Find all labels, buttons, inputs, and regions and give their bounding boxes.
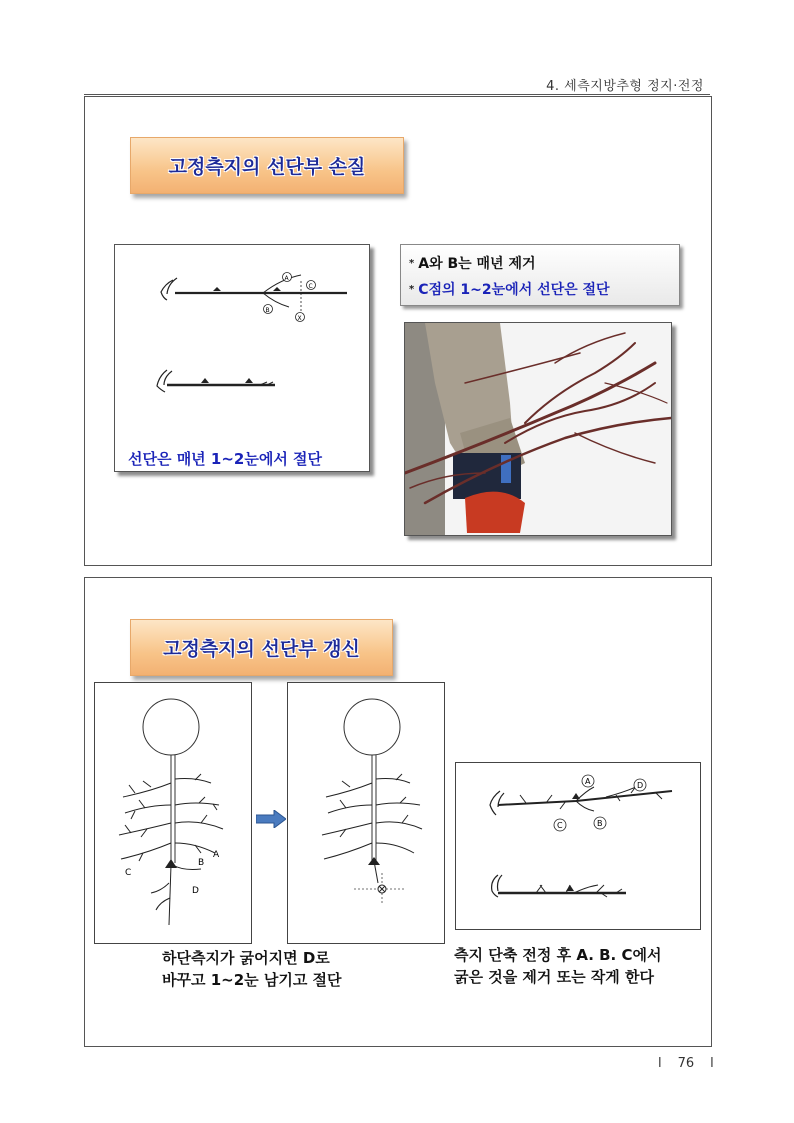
page-number bbox=[650, 1056, 722, 1071]
bullet-item bbox=[409, 253, 536, 273]
tree-before-diagram bbox=[94, 682, 252, 944]
section-header: 4. 세측지방추형 정지·전정 bbox=[546, 79, 704, 94]
bullet-item bbox=[409, 279, 610, 299]
svg-text:B: B bbox=[265, 307, 270, 314]
diagram-caption: 선단은 매년 1~2눈에서 절단 bbox=[128, 450, 323, 468]
separator-left: l bbox=[658, 1056, 662, 1071]
svg-text:D: D bbox=[192, 886, 199, 896]
pruning-photo bbox=[404, 322, 672, 536]
tree-caption bbox=[162, 947, 342, 991]
svg-text:A: A bbox=[213, 850, 220, 860]
svg-text:C: C bbox=[125, 868, 132, 878]
svg-text:A: A bbox=[284, 275, 289, 282]
tree-after-diagram bbox=[287, 682, 445, 944]
svg-text:X: X bbox=[297, 315, 302, 322]
separator-right: l bbox=[710, 1056, 714, 1071]
info-box bbox=[400, 244, 680, 306]
arrow-right-icon bbox=[256, 810, 286, 832]
asterisk-icon: * bbox=[409, 284, 415, 295]
svg-text:D: D bbox=[637, 781, 644, 790]
header-divider bbox=[84, 94, 710, 95]
bullet-text: C점의 1~2눈에서 선단은 절단 bbox=[418, 282, 610, 298]
svg-text:C: C bbox=[308, 283, 313, 290]
branch-diagram bbox=[455, 762, 701, 930]
caption-line: 측지 단축 전정 후 A. B. C에서 bbox=[454, 946, 662, 964]
svg-text:B: B bbox=[597, 819, 603, 828]
photo-illustration bbox=[405, 323, 671, 535]
tip-care-diagram bbox=[114, 244, 370, 472]
branch-sketch bbox=[115, 245, 369, 471]
svg-text:C: C bbox=[557, 821, 563, 830]
caption-line: 바꾸고 1~2눈 남기고 절단 bbox=[162, 971, 342, 989]
branch-caption bbox=[454, 944, 661, 988]
page-number-value: 76 bbox=[677, 1056, 695, 1071]
svg-text:A: A bbox=[585, 777, 591, 786]
section2-title: 고정측지의 선단부 갱신 bbox=[130, 619, 393, 676]
bullet-text: A와 B는 매년 제거 bbox=[418, 256, 536, 272]
svg-text:B: B bbox=[198, 858, 205, 868]
caption-line: 하단측지가 굵어지면 D로 bbox=[162, 949, 330, 967]
asterisk-icon: * bbox=[409, 258, 415, 269]
section1-title: 고정측지의 선단부 손질 bbox=[130, 137, 404, 194]
caption-line: 굵은 것을 제거 또는 작게 한다 bbox=[454, 968, 654, 986]
